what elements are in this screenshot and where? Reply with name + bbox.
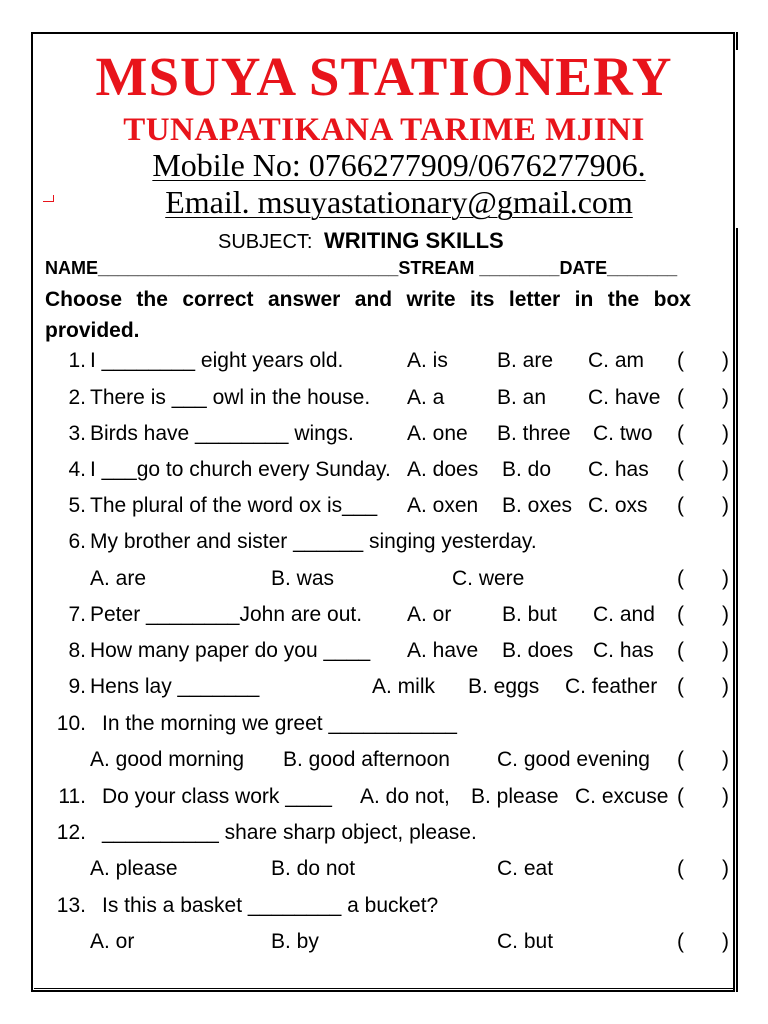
- option-a[interactable]: A. have: [407, 639, 479, 662]
- stream-label: STREAM: [398, 258, 475, 278]
- stream-blank[interactable]: ________: [479, 258, 560, 278]
- option-a[interactable]: A. does: [407, 458, 479, 481]
- answer-box-open[interactable]: (: [677, 386, 684, 409]
- option-b[interactable]: B. was: [271, 567, 335, 590]
- option-c[interactable]: C. eat: [497, 857, 554, 880]
- option-c[interactable]: C. has: [593, 639, 654, 662]
- option-b[interactable]: B. an: [497, 386, 547, 409]
- option-b[interactable]: B. please: [471, 785, 559, 808]
- answer-box-close[interactable]: ): [722, 748, 729, 771]
- name-blank[interactable]: ______________________________: [98, 258, 399, 278]
- email-address: Email. msuyastationary@gmail.com: [165, 184, 633, 220]
- option-a[interactable]: A. is: [407, 349, 448, 372]
- option-b[interactable]: B. does: [502, 639, 574, 662]
- option-a[interactable]: A. or: [407, 603, 452, 626]
- student-fields: [45, 258, 735, 279]
- question-number: 6.: [68, 530, 86, 553]
- question-number: 11.: [58, 785, 86, 808]
- answer-box-open[interactable]: (: [677, 458, 684, 481]
- option-c[interactable]: C. two: [593, 422, 653, 445]
- question-number: 10.: [56, 712, 86, 735]
- option-c[interactable]: C. am: [588, 349, 645, 372]
- option-c[interactable]: C. feather: [565, 675, 658, 698]
- question-text: Do your class work ____: [102, 785, 332, 808]
- question-text: __________ share sharp object, please.: [102, 821, 477, 844]
- question-row: [0, 422, 768, 452]
- question-number: 5.: [68, 494, 86, 517]
- answer-box-close[interactable]: ): [722, 386, 729, 409]
- option-b[interactable]: B. but: [502, 603, 557, 626]
- option-a[interactable]: A. milk: [372, 675, 435, 698]
- answer-box-close[interactable]: ): [722, 603, 729, 626]
- option-a[interactable]: A. one: [407, 422, 468, 445]
- answer-box-open[interactable]: (: [677, 349, 684, 372]
- options-row: [0, 567, 768, 597]
- answer-box-close[interactable]: ): [722, 349, 729, 372]
- answer-box-open[interactable]: (: [677, 857, 684, 880]
- mobile-numbers: Mobile No: 0766277909/0676277906.: [152, 147, 646, 183]
- question-number: 2.: [68, 386, 86, 409]
- answer-box-close[interactable]: ): [722, 857, 729, 880]
- question-text: The plural of the word ox is___: [90, 494, 378, 517]
- answer-box-close[interactable]: ): [722, 567, 729, 590]
- question-row: [0, 349, 768, 379]
- shop-location: TUNAPATIKANA TARIME MJINI: [123, 112, 645, 148]
- option-c[interactable]: C. and: [593, 603, 655, 626]
- option-a[interactable]: A. a: [407, 386, 445, 409]
- option-b[interactable]: B. are: [497, 349, 554, 372]
- option-b[interactable]: B. three: [497, 422, 571, 445]
- question-number: 12.: [56, 821, 86, 844]
- question-text: There is ___ owl in the house.: [90, 386, 371, 409]
- option-c[interactable]: C. have: [588, 386, 661, 409]
- question-text: I ___go to church every Sunday.: [90, 458, 391, 481]
- question-text: Hens lay _______: [90, 675, 260, 698]
- answer-box-close[interactable]: ): [722, 930, 729, 953]
- answer-box-open[interactable]: (: [677, 494, 684, 517]
- subject-value: WRITING SKILLS: [324, 228, 504, 253]
- question-row: [0, 675, 768, 705]
- option-a[interactable]: A. are: [90, 567, 147, 590]
- date-blank[interactable]: _______: [607, 258, 678, 278]
- answer-box-open[interactable]: (: [677, 567, 684, 590]
- question-row: [0, 530, 768, 560]
- option-a[interactable]: A. or: [90, 930, 135, 953]
- option-b[interactable]: B. eggs: [468, 675, 540, 698]
- question-text: How many paper do you ____: [90, 639, 371, 662]
- question-number: 9.: [68, 675, 86, 698]
- answer-box-open[interactable]: (: [677, 603, 684, 626]
- question-text: Birds have ________ wings.: [90, 422, 354, 445]
- option-c[interactable]: C. oxs: [588, 494, 648, 517]
- option-c[interactable]: C. were: [452, 567, 525, 590]
- answer-box-close[interactable]: ): [722, 639, 729, 662]
- name-label: NAME: [45, 258, 98, 278]
- options-row: [0, 857, 768, 887]
- question-row: [0, 458, 768, 488]
- option-a[interactable]: A. good morning: [90, 748, 245, 771]
- option-a[interactable]: A. please: [90, 857, 178, 880]
- answer-box-close[interactable]: ): [722, 494, 729, 517]
- answer-box-open[interactable]: (: [677, 675, 684, 698]
- option-c[interactable]: C. but: [497, 930, 554, 953]
- option-a[interactable]: A. do not,: [360, 785, 450, 808]
- answer-box-close[interactable]: ): [722, 458, 729, 481]
- question-row: [0, 603, 768, 633]
- answer-box-open[interactable]: (: [677, 639, 684, 662]
- question-text: Is this a basket ________ a bucket?: [102, 894, 439, 917]
- options-row: [0, 930, 768, 960]
- option-c[interactable]: C. has: [588, 458, 649, 481]
- option-b[interactable]: B. oxes: [502, 494, 573, 517]
- question-row: [0, 712, 768, 742]
- answer-box-close[interactable]: ): [722, 785, 729, 808]
- answer-box-open[interactable]: (: [677, 422, 684, 445]
- instructions: Choose the correct answer and write its letter in the box provided.: [45, 288, 691, 342]
- question-row: [0, 494, 768, 524]
- answer-box-open[interactable]: (: [677, 748, 684, 771]
- date-label: DATE: [559, 258, 608, 278]
- answer-box-open[interactable]: (: [677, 785, 684, 808]
- question-number: 7.: [68, 603, 86, 626]
- option-c[interactable]: C. good evening: [497, 748, 650, 771]
- subject-label: SUBJECT:: [218, 231, 313, 253]
- shop-name: MSUYA STATIONERY: [95, 46, 673, 107]
- question-row: [0, 639, 768, 669]
- option-c[interactable]: C. excuse: [575, 785, 669, 808]
- question-row: [0, 785, 768, 815]
- question-number: 13.: [56, 894, 86, 917]
- question-text: My brother and sister ______ singing yesterday.: [90, 530, 537, 553]
- question-text: Peter ________John are out.: [90, 603, 363, 626]
- answer-box-close[interactable]: ): [722, 675, 729, 698]
- answer-box-close[interactable]: ): [722, 422, 729, 445]
- question-text: In the morning we greet ___________: [102, 712, 457, 735]
- options-row: [0, 748, 768, 778]
- answer-box-open[interactable]: (: [677, 930, 684, 953]
- question-number: 1.: [68, 349, 86, 372]
- question-text: I ________ eight years old.: [90, 349, 344, 372]
- question-row: [0, 386, 768, 416]
- option-b[interactable]: B. by: [271, 930, 319, 953]
- option-b[interactable]: B. good afternoon: [283, 748, 450, 771]
- subject-line: [218, 228, 504, 254]
- question-number: 8.: [68, 639, 86, 662]
- question-number: 3.: [68, 422, 86, 445]
- question-row: [0, 894, 768, 924]
- option-b[interactable]: B. do: [502, 458, 552, 481]
- question-number: 4.: [68, 458, 86, 481]
- option-a[interactable]: A. oxen: [407, 494, 479, 517]
- option-b[interactable]: B. do not: [271, 857, 356, 880]
- question-row: [0, 821, 768, 851]
